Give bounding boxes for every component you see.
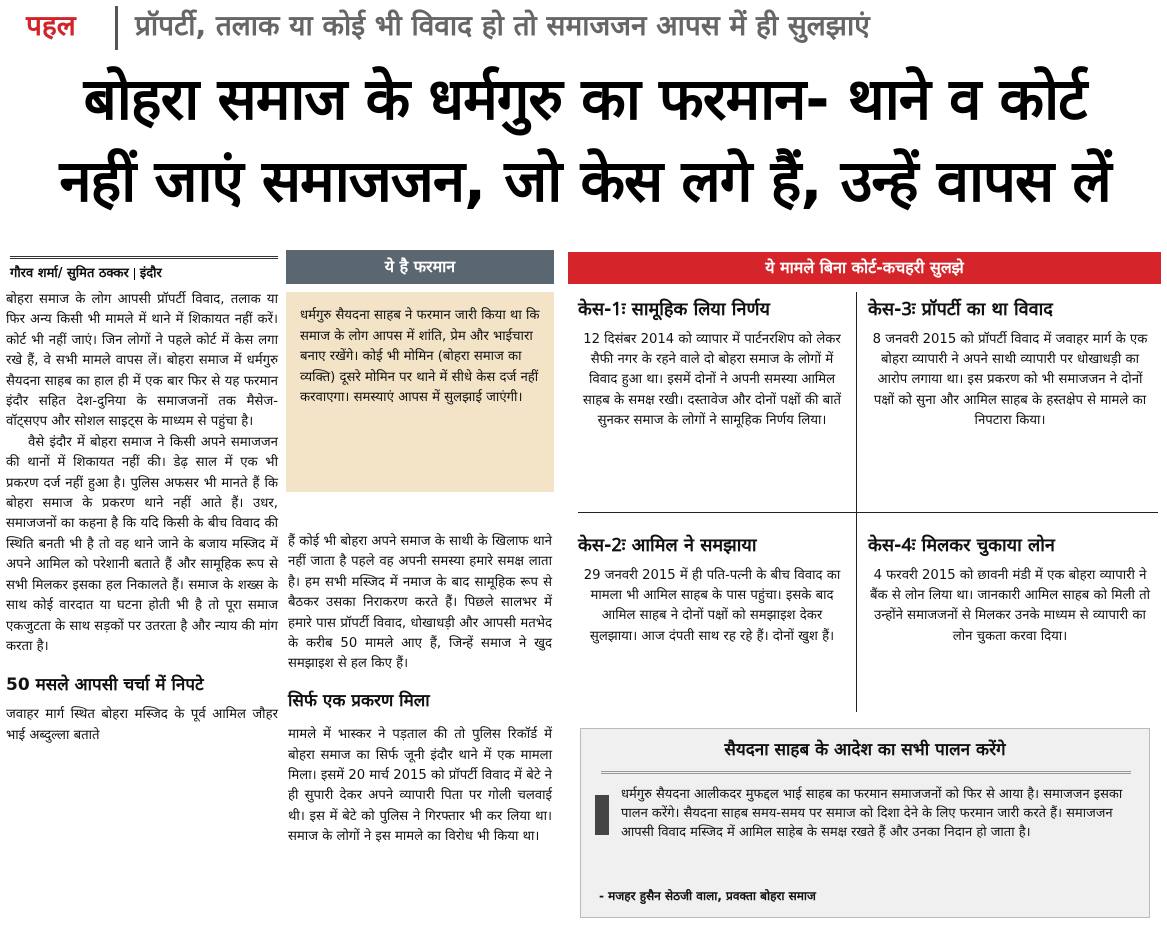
col2-body xyxy=(286,532,554,848)
col2-paragraph-2: मामले में भास्कर ने पड़ताल की तो पुलिस रिकॉर्ड में बोहरा समाज का सिर्फ जूनी इंदौर थाने में एक मामला मिला। इसमें 20 मार्च 2015 को प्रॉपर्टी विवाद में बेटे ने ही सुपारी देकर अपने व्यापारी पिता पर गोली चलवाई थी। इस में बेटे को पुलिस ने गिरफ्तार भी कर लिया था। समाज के लोगों ने इस मामले का विरोध भी किया था। xyxy=(288,727,552,845)
case-2 xyxy=(578,534,846,647)
order-rule xyxy=(601,771,1131,774)
headline-line-2: नहीं जाएं समाजजन, जो केस लगे हैं, उन्हें वापस लें xyxy=(59,147,1111,215)
byline-city: इंदौर xyxy=(139,266,162,281)
byline xyxy=(10,256,278,281)
quote-mark-icon xyxy=(595,795,609,835)
case-2-body: 29 जनवरी 2015 में ही पति-पत्नी के बीच विवाद का मामला भी आमिल साहब के पास पहुंचा। इसके बाद आमिल साहब ने दोनों पक्षों को समझाइश देकर सुलझाया। आज दंपती साथ रह रहे हैं। दोनों खुश हैं। xyxy=(583,568,841,644)
col2-paragraph-1: हैं कोई भी बोहरा अपने समाज के साथी के खिलाफ थाने नहीं जाता है पहले वह अपनी समस्या हमारे समक्ष लाता है। हम सभी मस्जिद में नमाज के बाद सामूहिक रूप से बैठकर उसका निराकरण करते हैं। पिछले सालभर में हमारे पास प्रॉपर्टी विवाद, धोखाधड़ी और आपसी मतभेद के करीब 50 मामले आए हैं, जिन्हें समाज ने खुद समझाइश से हल किए हैं। xyxy=(288,534,552,672)
case-4-title: केस-4ः मिलकर चुकाया लोन xyxy=(868,535,1055,556)
case-4 xyxy=(868,534,1152,647)
case-3-body: 8 जनवरी 2015 को प्रॉपर्टी विवाद में जवाहर मार्ग के एक बोहरा व्यापारी ने अपने साथी व्यापारी पर धोखाधड़ी का आरोप लगाया था। इस प्रकरण को भी समाजजन ने दोनों पक्षों को सुना और आमिल साहब के हस्तक्षेप से मामले का निपटारा किया। xyxy=(872,332,1148,428)
article-column-2 xyxy=(286,250,554,848)
kicker-tag: पहल xyxy=(26,9,76,42)
order-attribution: - मजहर हुसैन सेठजी वाला, प्रवक्ता बोहरा समाज xyxy=(599,889,816,903)
case-1-title: केस-1ः सामूहिक लिया निर्णय xyxy=(578,299,770,320)
kicker-divider xyxy=(115,6,118,50)
case-1-body: 12 दिसंबर 2014 को व्यापार में पार्टनरशिप को लेकर सैफी नगर के रहने वाले दो बोहरा समाज के लोगों में विवाद हुआ था। इसमें दोनों ने अपनी समस्या आमिल साहब के समक्ष रखी। दस्तावेज और दोनों पक्षों की बातें सुनकर समाज के लोगों ने सामूहिक निर्णय लिया। xyxy=(582,332,842,428)
col1-subhead: 50 मसले आपसी चर्चा में निपटे xyxy=(6,675,204,696)
col1-tail: जवाहर मार्ग स्थित बोहरा मस्जिद के पूर्व आमिल जौहर भाई अब्दुल्ला बताते xyxy=(6,707,278,743)
kicker-text: प्रॉपर्टी, तलाक या कोई भी विवाद हो तो समाजजन आपस में ही सुलझाएं xyxy=(135,9,870,42)
cases-horizontal-divider xyxy=(578,512,1158,513)
col1-paragraph-1: बोहरा समाज के लोग आपसी प्रॉपर्टी विवाद, तलाक या फिर अन्य किसी भी मामले में थाने में शिकायत नहीं करें। कोर्ट भी नहीं जाएं। जिन लोगों ने पहले कोर्ट में केस लगा रखे हैं, वे सभी मामले वापस लें। बोहरा समाज में धर्मगुरु सैयदना साहब का हाल ही में एक बार फिर से यह फरमान इंदौर सहित देश-दुनिया के समाजजनों तक मैसेज-वॉट्सएप और सोशल साइट्स के माध्यम से पहुंचा है। xyxy=(6,292,278,430)
case-3 xyxy=(868,298,1152,431)
case-4-body: 4 फरवरी 2015 को छावनी मंडी में एक बोहरा व्यापारी ने बैंक से लोन लिया था। जानकारी आमिल साहब को मिली तो उन्होंने समाजजनों से मिलकर उनके माध्यम से व्यापारी का लोन चुकता करवा दिया। xyxy=(869,568,1151,644)
headline-line-1: बोहरा समाज के धर्मगुरु का फरमान- थाने व कोर्ट xyxy=(83,65,1087,133)
order-title: सैयदना साहब के आदेश का सभी पालन करेंगे xyxy=(724,740,1006,760)
case-2-title: केस-2ः आमिल ने समझाया xyxy=(578,535,757,556)
byline-authors: गौरव शर्मा/ सुमित ठक्कर xyxy=(10,266,129,281)
article-column-1 xyxy=(6,290,278,746)
case-1 xyxy=(578,298,846,431)
cases-vertical-divider xyxy=(856,292,857,712)
byline-separator xyxy=(134,268,135,280)
farman-header: ये है फरमान xyxy=(286,250,554,284)
cases-header: ये मामले बिना कोर्ट-कचहरी सुलझे xyxy=(568,252,1161,284)
farman-box: धर्मगुरु सैयदना साहब ने फरमान जारी किया था कि समाज के लोग आपस में शांति, प्रेम और भाईचारा बनाए रखेंगे। कोई भी मोमिन (बोहरा समाज का व्यक्ति) दूसरे मोमिन पर थाने में सीधे केस दर्ज नहीं करवाएगा। समस्याएं आपस में सुलझाई जाएंगी। xyxy=(286,292,554,492)
order-box xyxy=(580,728,1150,918)
col2-subhead: सिर्फ एक प्रकरण मिला xyxy=(288,690,430,711)
headline xyxy=(10,58,1160,222)
col1-paragraph-2: वैसे इंदौर में बोहरा समाज ने किसी अपने समाजजन की थानों में शिकायत नहीं की। डेढ़ साल में एक भी प्रकरण दर्ज नहीं हुआ है। पुलिस अफसर भी मानते हैं कि बोहरा समाज के प्रकरण थाने नहीं आते हैं। उधर, समाजजनों का कहना है कि यदि किसी के बीच विवाद की स्थिति बनती भी है तो वह थाने जाने के बजाय मस्जिद में अपने आमिल को परेशानी बताते हैं और सामूहिक रूप से सभी मिलकर इसका हल निकालते हैं। समाज के शख्स के साथ कोई वारदात या घटना होती भी है तो पूरा समाज एकजुटता के साथ सड़कों पर उतरता है और न्याय की मांग करता है। xyxy=(6,434,278,654)
order-text: धर्मगुरु सैयदना आलीकदर मुफद्दल भाई साहब का फरमान समाजजनों को फिर से आया है। समाजजन इसका पालन करेंगे। सैयदना साहब समय-समय पर समाज को दिशा देने के लिए फरमान जारी करते हैं। समाजजन आपसी विवाद मस्जिद में आमिल साहेब के समक्ष रखते हैं और उनका निदान हो जाता है। xyxy=(621,787,1123,840)
kicker xyxy=(0,0,1167,58)
case-3-title: केस-3ः प्रॉपर्टी का था विवाद xyxy=(868,299,1053,320)
